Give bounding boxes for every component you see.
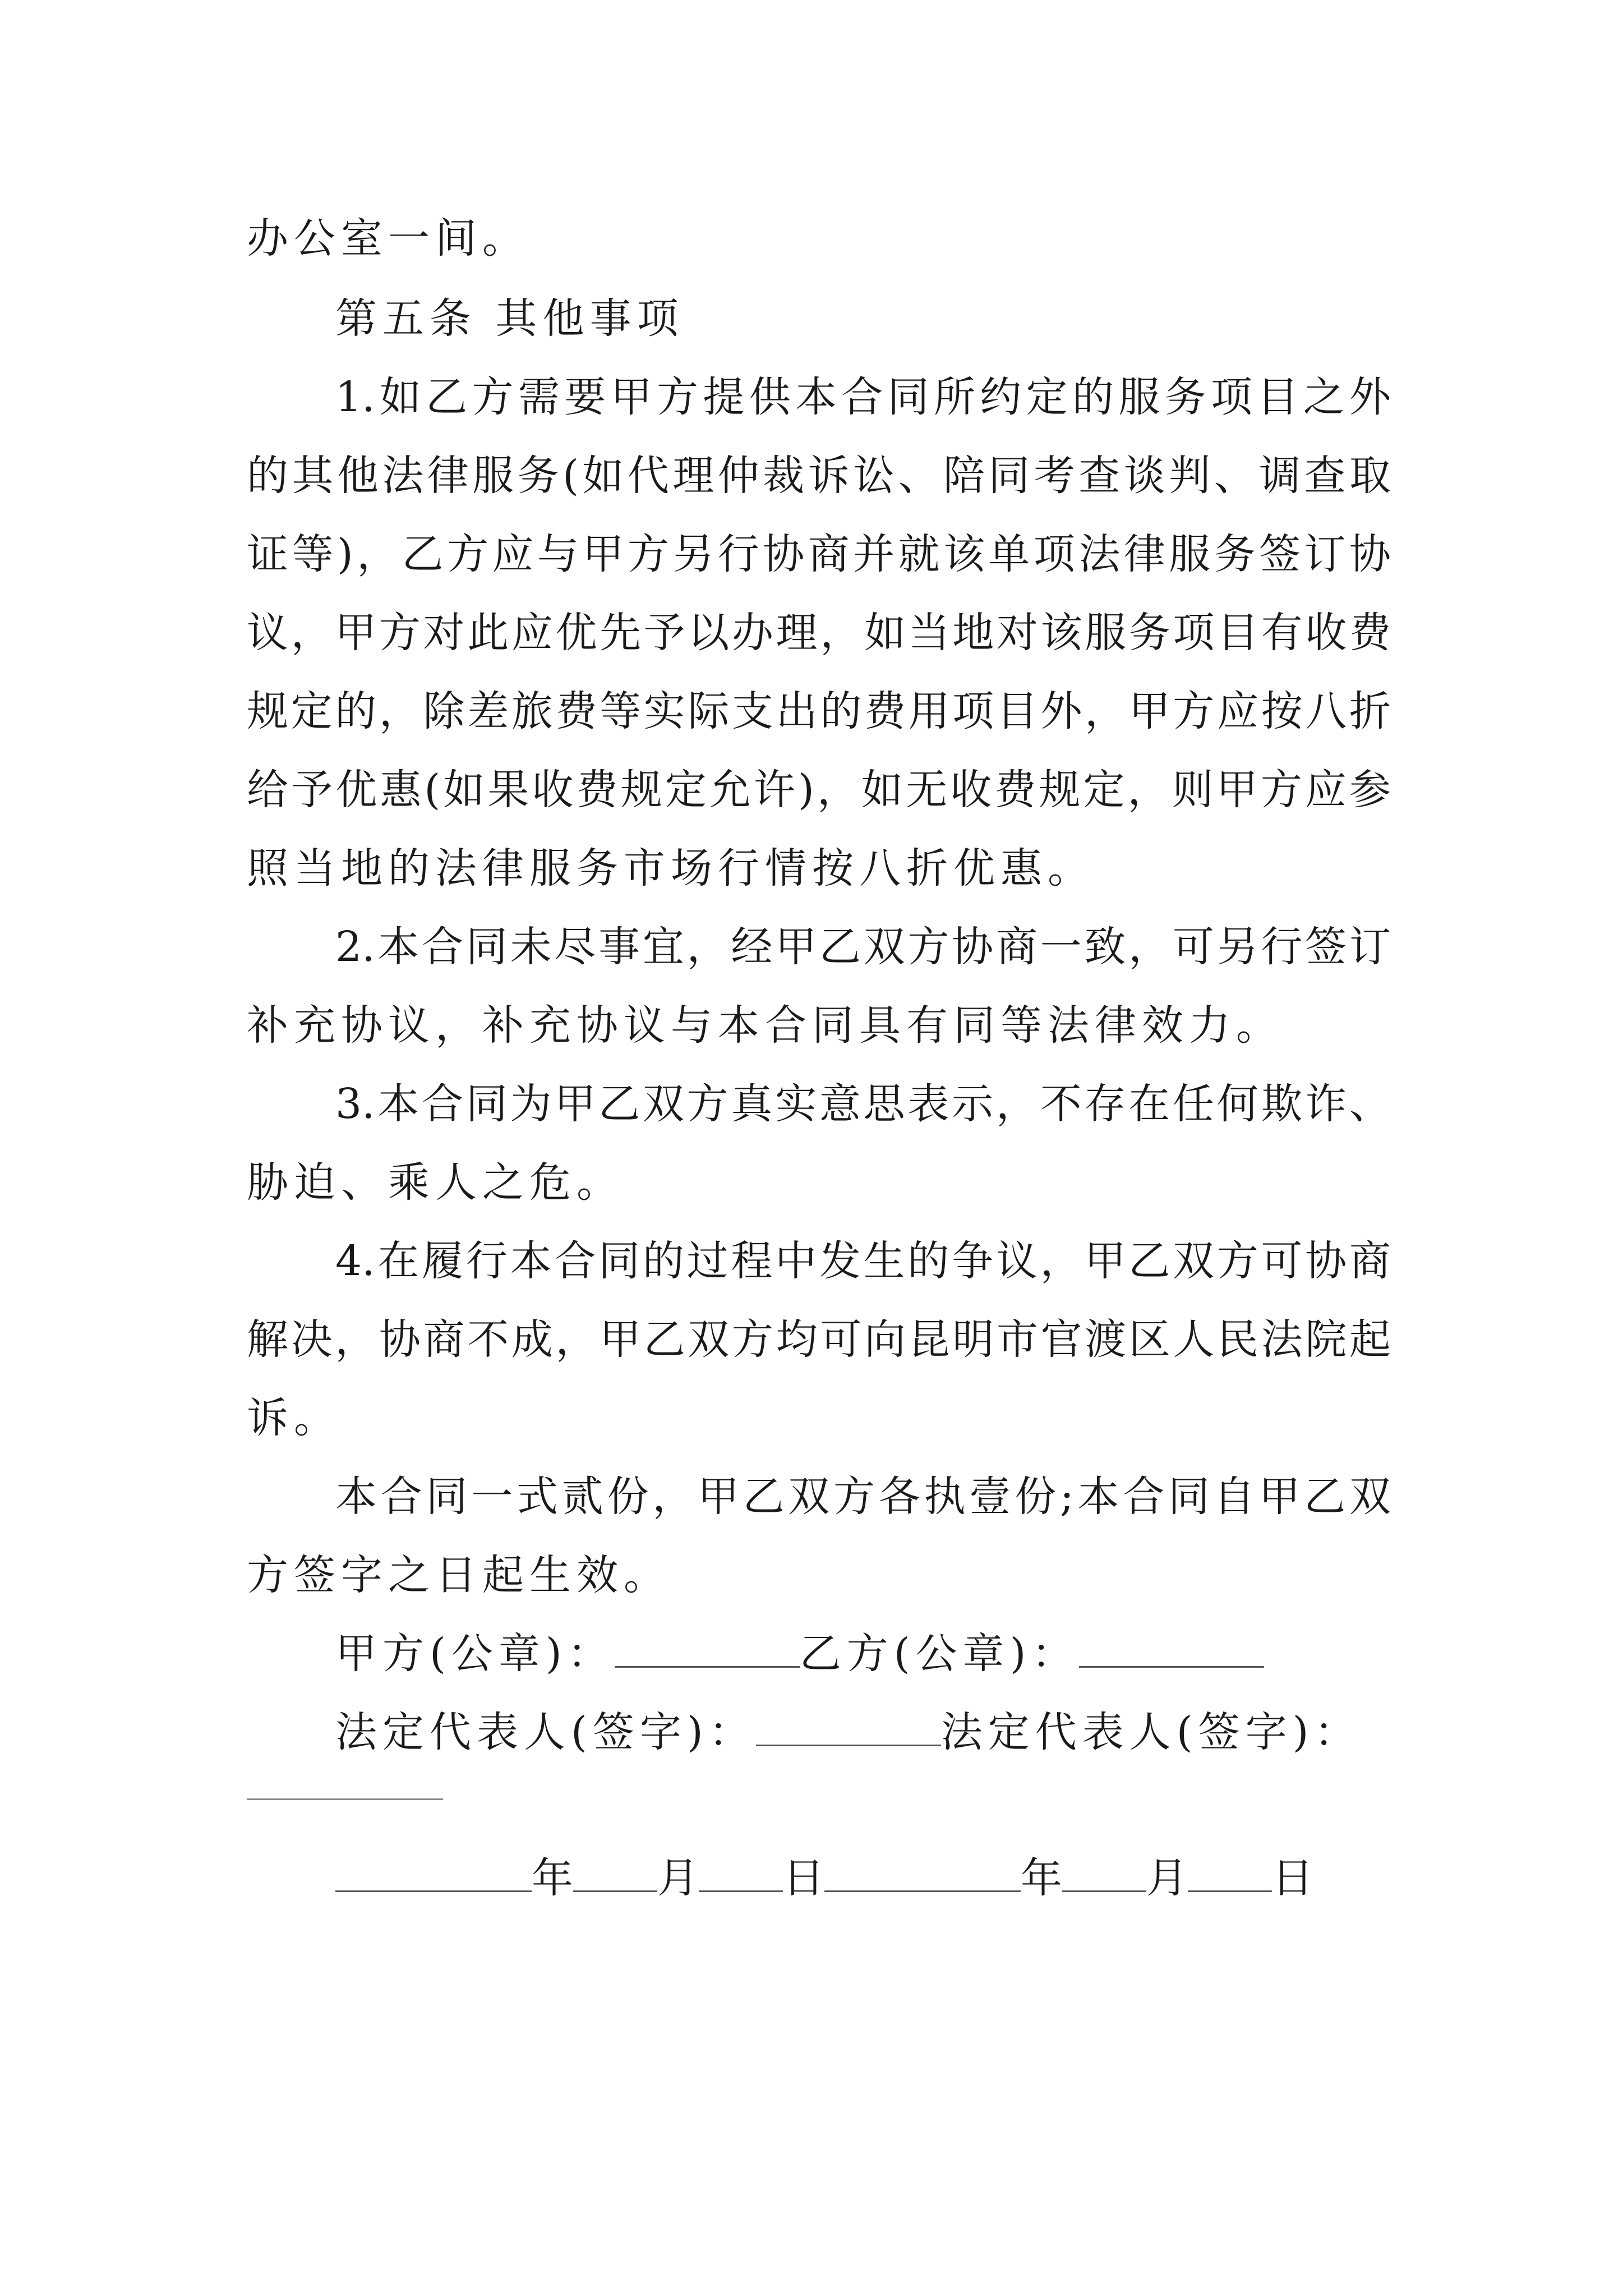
date-a-month: 月 [657,1854,699,1902]
party-a-rep-label: 法定代表人(签字)： [335,1708,756,1756]
party-b-rep-label: 法定代表人(签字)： [940,1708,1362,1756]
date-a-day-blank [699,1853,783,1892]
date-b-day: 日 [1272,1854,1313,1902]
paragraph-line: 办公室一间。 [247,214,529,263]
paragraph-line: 证等)，乙方应与甲方另行协商并就该单项法律服务签订协 [247,530,1391,578]
paragraph-line: 4.在履行本合同的过程中发生的争议，甲乙双方可协商 [335,1237,1391,1285]
paragraph-line: 诉。 [247,1394,341,1442]
paragraph-line: 补充协议，补充协议与本合同具有同等法律效力。 [247,1001,1283,1050]
paragraph-line: 给予优惠(如果收费规定允许)，如无收费规定，则甲方应参 [247,766,1391,814]
party-a-seal-blank [615,1629,800,1668]
paragraph-line: 解决，协商不成，甲乙双方均可向昆明市官渡区人民法院起 [247,1315,1391,1364]
paragraph-line: 胁迫、乘人之危。 [247,1158,624,1207]
paragraph-line: 规定的，除差旅费等实际支出的费用项目外，甲方应按八折 [247,687,1391,735]
date-line [335,1850,1391,1906]
date-a-year-blank [335,1853,532,1892]
date-b-year: 年 [1021,1854,1062,1902]
date-a-month-blank [573,1853,657,1892]
representative-line [335,1704,1391,1760]
date-b-day-blank [1188,1853,1272,1892]
party-a-rep-blank [756,1708,941,1746]
paragraph-line: 1.如乙方需要甲方提供本合同所约定的服务项目之外 [335,373,1391,421]
paragraph-line: 方签字之日起生效。 [247,1551,671,1599]
party-b-rep-blank [247,1798,443,1800]
party-b-seal-blank [1079,1629,1264,1668]
date-b-month-blank [1062,1853,1146,1892]
paragraph-line: 2.本合同未尽事宜，经甲乙双方协商一致，可另行签订 [335,923,1391,971]
date-a-year: 年 [532,1854,573,1902]
section-heading: 第五条 其他事项 [335,295,684,343]
seal-line [335,1626,1391,1682]
party-b-seal-label: 乙方(公章)： [799,1630,1079,1678]
date-b-month: 月 [1146,1854,1188,1902]
date-b-year-blank [824,1853,1021,1892]
paragraph-line: 照当地的法律服务市场行情按八折优惠。 [247,844,1095,892]
paragraph-line: 议，甲方对此应优先予以办理，如当地对该服务项目有收费 [247,609,1391,657]
paragraph-line: 的其他法律服务(如代理仲裁诉讼、陪同考查谈判、调查取 [247,452,1391,500]
date-a-day: 日 [783,1854,824,1902]
paragraph-line: 本合同一式贰份，甲乙双方各执壹份;本合同自甲乙双 [335,1473,1391,1521]
party-a-seal-label: 甲方(公章)： [335,1630,615,1678]
paragraph-line: 3.本合同为甲乙双方真实意思表示，不存在任何欺诈、 [335,1080,1391,1128]
